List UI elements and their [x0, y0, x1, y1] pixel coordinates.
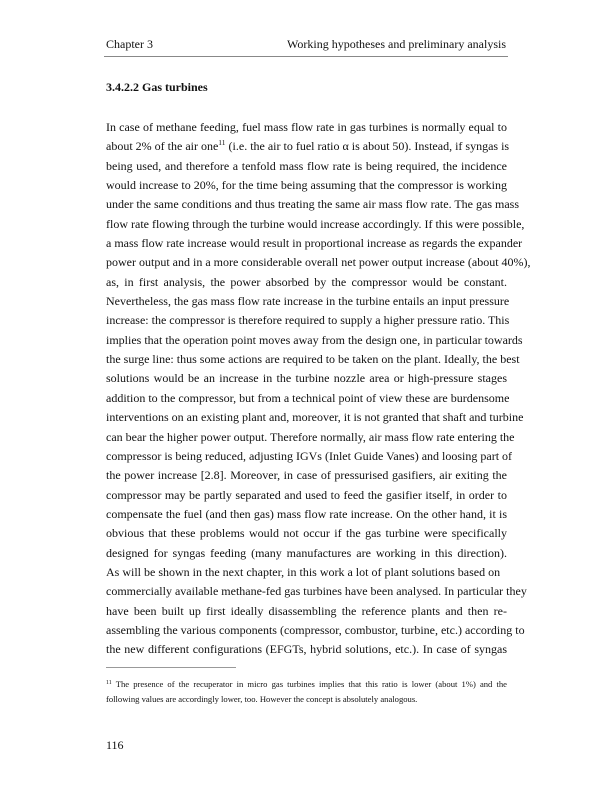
text-line: compressor is being reduced, adjusting IGVs (Inlet Guide Vanes) and loosing part of	[106, 448, 513, 463]
text-span: (i.e. the air to fuel ratio α is about 50). Instead, if syngas is	[225, 139, 510, 154]
text-line: increase: the compressor is therefore required to supply a higher pressure ratio. This	[106, 313, 510, 328]
text-line: In case of methane feeding, fuel mass flow rate in gas turbines is normally equal to	[106, 120, 507, 134]
text-line: obvious that these problems would not occur if the gas turbine were specifically	[106, 526, 507, 541]
running-header-title: Working hypotheses and preliminary analysis	[287, 37, 506, 51]
text-line: implies that the operation point moves away from the design one, in particular towards	[106, 332, 523, 347]
text-line: flow rate flowing through the turbine would increase accordingly. If this were possible,	[106, 216, 525, 231]
text-line: the surge line: thus some actions are required to be taken on the plant. Ideally, the best	[106, 352, 520, 367]
text-line: power output and in a more considerable overall net power output increase (about 40%),	[106, 255, 531, 270]
text-line: Nevertheless, the gas mass flow rate increase in the turbine entails an input pressure	[106, 294, 510, 309]
running-header-chapter: Chapter 3	[106, 37, 153, 51]
text-line: interventions on an existing plant and, moreover, it is not granted that shaft and turbine	[106, 410, 524, 425]
text-line: commercially available methane-fed gas turbines have been analysed. In particular they	[106, 584, 527, 599]
section-heading: 3.4.2.2 Gas turbines	[106, 80, 208, 94]
text-line: a mass flow rate increase would result in proportional increase as regards the expander	[106, 236, 523, 251]
text-span: about 2% of the air one	[106, 139, 219, 154]
text-line: compensate the fuel (and then gas) mass flow rate increase. On the other hand, it is	[106, 506, 507, 521]
text-line: have been built up first ideally disassembling the reference plants and then re-	[106, 603, 507, 618]
text-line: can bear the higher power output. Therefore normally, air mass flow rate entering the	[106, 429, 515, 444]
footnote-text: The presence of the recuperator in micro gas turbines implies that this ratio is lower (about 1%) and the	[111, 679, 507, 689]
text-line: the power increase [2.8]. Moreover, in case of pressurised gasifiers, air exiting the	[106, 468, 507, 483]
footnote-marker: 11	[106, 680, 112, 686]
footnote-separator	[106, 667, 236, 668]
footnote	[106, 677, 507, 707]
text-line: solutions would be an increase in the turbine nozzle area or high-pressure stages	[106, 371, 507, 386]
text-line: addition to the compressor, but from a technical point of view these are burdensome	[106, 390, 510, 405]
body-text	[106, 118, 531, 679]
footnote-line: following values are accordingly lower, too. However the concept is absolutely analogous.	[106, 694, 418, 704]
text-line: being used, and therefore a tenfold mass flow rate is being required, the incidence	[106, 158, 507, 173]
text-line: as, in first analysis, the power absorbed by the compressor would be constant.	[106, 274, 507, 289]
page-number: 116	[106, 738, 124, 752]
text-line: designed for syngas feeding (many manufactures are working in this direction).	[106, 545, 507, 560]
text-line: assembling the various components (compressor, combustor, turbine, etc.) according to	[106, 622, 525, 637]
text-line: the new different configurations (EFGTs, hybrid solutions, etc.). In case of syngas	[106, 642, 507, 657]
text-line: under the same conditions and thus treating the same air mass flow rate. The gas mass	[106, 197, 520, 212]
footnote-reference[interactable]: 11	[218, 138, 226, 148]
text-line: compressor may be partly separated and used to feed the gasifier itself, in order to	[106, 487, 507, 502]
text-line: As will be shown in the next chapter, in this work a lot of plant solutions based on	[106, 564, 501, 579]
text-line: would increase to 20%, for the time being assuming that the compressor is working	[106, 178, 507, 193]
footnote-line	[106, 677, 507, 692]
header-rule	[104, 56, 508, 57]
text-line	[106, 137, 510, 156]
